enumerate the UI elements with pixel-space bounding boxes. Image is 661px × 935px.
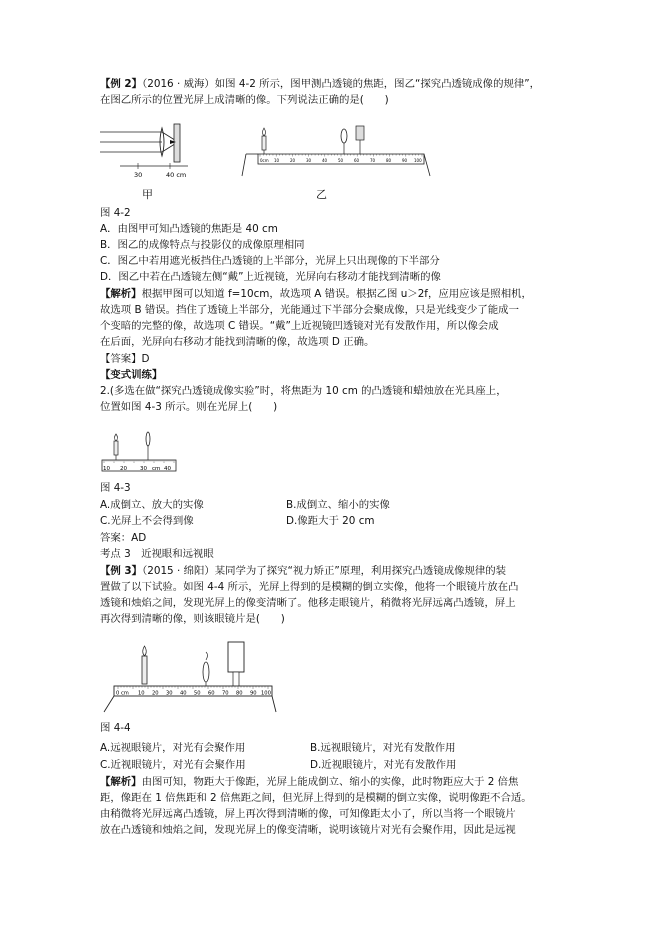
yi-scale-label: 70 bbox=[370, 158, 376, 163]
yi-scale-label: 80 bbox=[386, 158, 392, 163]
example-2-text-1: （2016 · 威海）如图 4-2 所示，图甲测凸透镜的焦距，图乙“探究凸透镜成像的规律”， bbox=[142, 78, 541, 90]
f44-scale-label: 0 cm bbox=[116, 690, 129, 697]
variant-answer: 答案：AD bbox=[100, 532, 147, 544]
example-3-analysis-line-1 bbox=[100, 775, 518, 789]
yi-scale-label: 60 bbox=[354, 158, 360, 163]
example-2-analysis-line-1 bbox=[100, 287, 532, 301]
example-2-option-d: D．图乙中若在凸透镜左侧“戴”上近视镜，光屏向右移动才能找到清晰的像 bbox=[100, 271, 441, 283]
example-2-analysis-line-3: 个变暗的完整的像，故选项 C 错误。“戴”上近视镜凹透镜对光有发散作用，所以像会成 bbox=[100, 320, 499, 332]
example-3-tag: 【例 3】 bbox=[100, 565, 143, 577]
f43-tick-20: 20 bbox=[120, 466, 127, 472]
section-title-kaodian-3: 考点 3 近视眼和远视眼 bbox=[100, 548, 214, 560]
yi-scale-label: 20 bbox=[290, 158, 296, 163]
jia-tick-30: 30 bbox=[134, 171, 143, 179]
example-3-question-line-4: 再次得到清晰的像，则该眼镜片是( ) bbox=[100, 613, 285, 625]
figure-4-4 bbox=[100, 640, 280, 714]
f44-scale-label: 90 bbox=[250, 690, 257, 697]
yi-scale-label: 10 bbox=[274, 158, 280, 163]
example-3-option-d: D.近视眼镜片，对光有发散作用 bbox=[310, 759, 457, 771]
variant-option-a: A.成倒立、放大的实像 bbox=[100, 499, 204, 511]
example-2-tag: 【例 2】 bbox=[100, 78, 143, 90]
f44-scale-label: 100 bbox=[261, 690, 271, 697]
f44-scale-label: 30 bbox=[166, 690, 173, 697]
example-2-answer: 【答案】D bbox=[100, 353, 150, 365]
f44-scale-label: 50 bbox=[194, 690, 201, 697]
variant-question-line-2: 位置如图 4-3 所示。则在光屏上( ) bbox=[100, 401, 278, 413]
example-3-analysis-line-2: 距，像距在 1 倍焦距和 2 倍焦距之间，但光屏上得到的是模糊的倒立实像，说明像距不合适。 bbox=[100, 792, 532, 804]
figure-4-2-yi bbox=[232, 122, 432, 182]
figure-4-3 bbox=[100, 427, 180, 475]
figure-4-4-label: 图 4-4 bbox=[100, 722, 131, 734]
variant-option-d: D.像距大于 20 cm bbox=[286, 515, 375, 527]
example-2-question-line-2: 在图乙所示的位置光屏上成清晰的像。下列说法正确的是( ) bbox=[100, 94, 389, 106]
example-3-option-b: B.远视眼镜片，对光有发散作用 bbox=[310, 742, 456, 754]
example-3-question-line-2: 置做了以下试验。如图 4-4 所示，光屏上得到的是模糊的倒立实像，他将一个眼镜片放在凸 bbox=[100, 581, 519, 593]
figure-4-3-label: 图 4-3 bbox=[100, 482, 131, 494]
example-2-analysis-line-2: 故选项 B 错误。挡住了透镜上半部分，光能通过下半部分会聚成像，只是光线变少了能成一 bbox=[100, 304, 519, 316]
yi-scale-label: 100 bbox=[414, 158, 422, 163]
yi-scale-label: 40 bbox=[322, 158, 328, 163]
f43-tick-40: 40 bbox=[164, 466, 171, 472]
example-3-question-line-1 bbox=[100, 564, 506, 578]
example-2-option-b: B．图乙的成像特点与投影仪的成像原理相同 bbox=[100, 239, 305, 251]
example-3-text-1: （2015 · 绵阳）某同学为了探究“视力矫正”原理，利用探究凸透镜成像规律的装 bbox=[142, 565, 507, 577]
example-3-question-line-3: 透镜和烛焰之间，发现光屏上的像变清晰了。他移走眼镜片，稍微将光屏远离凸透镜，屏上 bbox=[100, 597, 516, 609]
variant-option-c: C.光屏上不会得到像 bbox=[100, 515, 194, 527]
f44-scale-label: 80 bbox=[236, 690, 243, 697]
f44-scale-label: 60 bbox=[208, 690, 215, 697]
example-3-option-a: A.远视眼镜片，对光有会聚作用 bbox=[100, 742, 246, 754]
yi-scale-label: 90 bbox=[402, 158, 408, 163]
example-3-analysis-line-4: 放在凸透镜和烛焰之间，发现光屏上的像变清晰，说明该镜片对光有会聚作用，因此是远视 bbox=[100, 824, 516, 836]
example-2-option-c: C．图乙中若用遮光板挡住凸透镜的上半部分，光屏上只出现像的下半部分 bbox=[100, 255, 440, 267]
analysis-tag: 【解析】 bbox=[100, 288, 142, 300]
figure-jia-caption: 甲 bbox=[142, 188, 153, 201]
jia-tick-40: 40 cm bbox=[166, 171, 187, 179]
example-2-option-a: A．由图甲可知凸透镜的焦距是 40 cm bbox=[100, 223, 278, 235]
yi-scale-label: 30 bbox=[306, 158, 312, 163]
figure-yi-caption: 乙 bbox=[316, 188, 327, 201]
figure-4-2-jia bbox=[100, 118, 192, 180]
f43-tick-cm: cm bbox=[152, 466, 161, 472]
yi-scale-label: 0cm bbox=[260, 158, 269, 163]
example-2-analysis-line-4: 在后面，光屏向右移动才能找到清晰的像，故选项 D 正确。 bbox=[100, 336, 375, 348]
example-3-option-c: C.近视眼镜片，对光有会聚作用 bbox=[100, 759, 246, 771]
variant-training-tag: 【变式训练】 bbox=[100, 369, 163, 381]
variant-option-b: B.成倒立、缩小的实像 bbox=[286, 499, 390, 511]
f44-scale-label: 70 bbox=[222, 690, 229, 697]
f44-scale-label: 40 bbox=[180, 690, 187, 697]
figure-4-2-label: 图 4-2 bbox=[100, 207, 131, 219]
f44-scale-label: 20 bbox=[152, 690, 159, 697]
variant-question-line-1: 2.(多选在做“探究凸透镜成像实验”时，将焦距为 10 cm 的凸透镜和蜡烛放在光具座上， bbox=[100, 385, 507, 397]
example-2-question-line-1 bbox=[100, 77, 540, 91]
example-3-analysis-line-3: 由稍微将光屏远离凸透镜，屏上再次得到清晰的像，可知像距太小了，所以当将一个眼镜片 bbox=[100, 808, 516, 820]
yi-scale-label: 50 bbox=[338, 158, 344, 163]
example-3-analysis-tag: 【解析】 bbox=[100, 776, 142, 788]
f43-tick-30: 30 bbox=[140, 466, 147, 472]
example-3-analysis-text-1: 由图可知，物距大于像距，光屏上能成倒立、缩小的实像，此时物距应大于 2 倍焦 bbox=[141, 776, 519, 788]
example-2-analysis-text-1: 根据甲图可以知道 f=10cm，故选项 A 错误。根据乙图 u＞2f，应用应该是照相机， bbox=[141, 288, 532, 300]
f44-scale-label: 10 bbox=[138, 690, 145, 697]
f43-tick-10: 10 bbox=[103, 466, 110, 472]
